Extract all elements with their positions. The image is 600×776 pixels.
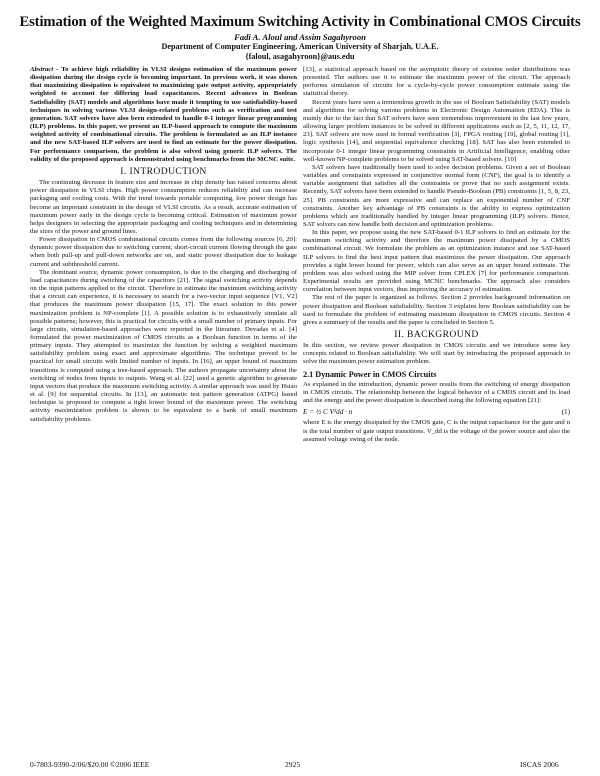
equation-text: E = ½ C V²dd · n [303, 408, 353, 417]
section-heading-background: II. BACKGROUND [394, 329, 479, 340]
footer-page-number: 2925 [285, 760, 301, 769]
paper-title: Estimation of the Weighted Maximum Switching Activity in Combinational CMOS Circuits [19, 14, 581, 30]
right-column [303, 66, 570, 444]
intro-paragraph-5: Recent years have seen a tremendous growth in the use of Boolean Satisfiability (SAT) models and algorithms for solving various problems in Electronic Design Automation (EDA). This is mainly due to the fact that SAT solvers have seen tremendous improvement in the last few years, allowing larger problem instances to be solved in different applications such as [2, 5, 11, 12, 17, 23]. SAT solvers are now used in formal verification [3], FPGA routing [19], global routing [1], logic synthesis [14], and sequential equivalence checking [18]. SAT has also been extended to incorporate 0-1 integer linear programming constraints in Artificial Intelligence, enabling other well-known NP-complete problems to be solved using SAT-based solvers. [10] [303, 98, 570, 163]
abstract-text: - To achieve high reliability in VLSI designs estimation of the maximum power dissipation during the design cycle is becoming important. In previous work, it was shown that maximizing dissipation is equivalent to maximizing gate output activity, appropriately weighted to account for differing load capacitances. Recent advances in Boolean Satisfiability (SAT) models and algorithms have made it tempting to use satisfiability-based techniques in solving various VLSI design-related problems such as verification and test generation. SAT solvers have also been extended to handle 0-1 integer linear programming (ILP) problems. In this paper, we present an ILP-based approach to compute the maximum weighted activity of combinational circuits. The problem is formulated as an ILP instance and the new SAT-based ILP solvers are used to find an estimate for the power dissipation. For performance comparison, the problem is also solved using generic ILP solvers. The validity of the proposed approach is demonstrated using benchmarks from the MCNC suite. [30, 66, 297, 163]
intro-paragraph-6: SAT solvers have traditionally been used to solve decision problems. Given a set of Boolean variables and constraints expressed in conjunctive normal form (CNF), the goal is to identify a variable assignment that satisfies all the constraints or prove that no such assignment exists. Recently, SAT solvers have been extended to handle Pseudo-Boolean (PB) constraints [1, 5, 8, 23, 25]. PB constraints are more expressive and can replace an exponential number of CNF constraints. Another key advantage of PB constraints is the ability to express optimization problems which are traditionally handled by integer linear programming (ILP) solvers. Hence, SAT solvers can now handle both decision and optimization problems. [303, 163, 570, 228]
intro-paragraph-8: The rest of the paper is organized as follows. Section 2 provides background information on power dissipation and Boolean satisfiability. Section 3 explains how Boolean satisfiability can be used to formulate the problem of estimating maximum dissipation in CMOS circuits. Section 4 gives a summary of the results and the paper is concluded in Section 5. [303, 294, 570, 326]
equation-number: (1) [561, 408, 570, 417]
intro-paragraph-3: The dominant source, dynamic power consumption, is due to the charging and discharging of load capacitances during switching of the capacitors [21]. The signal switching activity depends on the input patterns applied to the circuit. Therefore to estimate the maximum switching activity that a circuit can experience, it is necessary to search for a two-vector input sequence [V1, V2] that produces the maximum power dissipation [15, 17]. The exact solution to this power maximization problem is NP-complete [1]. A possible solution is to exhaustively simulate all possible patterns; however, this is practical for circuits with a small number of primary inputs. For large circuits, simulation-based approaches were reported in the literature. Devadas et al. [4] formulated the power maximization of CMOS circuits as a Boolean function in terms of the primary inputs. They attempted to maximize the function by solving a weighted maximum satisfiability problem using exact and approximate algorithms. The technique proved to be practical for small circuits with limited number of inputs. In [16], an upper bound of maximum transitions is computed using a tree-based approach. The authors propagate uncertainty about the switching of nodes from inputs to outputs. Wang et al. [22] used a genetic algorithm to generate input vectors that produce the maximum switching activity. A similar approach was used by Hsiao et al. [9] for sequential circuits. In [13], an automatic test pattern generation (ATPG) based technique is proposed to compute a tight lower bound of the maximum power. The switching activity maximization problem is shown to be equivalent to a bank of small maximum satisfiability problems. [30, 268, 297, 423]
footer-conference: ISCAS 2006 [520, 760, 559, 769]
intro-paragraph-2: Power dissipation in CMOS combinational circuits comes from the following sources [6, 20]: dynamic power dissipation due to switching current, short-circuit current flowing through the gate when both pull-up and pull-down networks are on, and static power dissipation due to leakage current and subthreshold current. [30, 236, 297, 268]
intro-paragraph-4: [13], a statistical approach based on the asymptotic theory of extreme order distributions was presented. The authors use it to estimate the maximum power of the circuit. The approach performs simulation of circuits for a cycle-by-cycle power consumption estimate using the statistical theory. [303, 66, 570, 98]
paper-affiliation: Department of Computer Engineering, American University of Sharjah, U.A.E. [161, 42, 439, 51]
intro-paragraph-1: The continuing decrease in feature size and increase in chip density has raised concerns about power dissipation in VLSI chips. High power consumption reduces reliability and can increase packaging and cooling costs. With the trend towards portable computing, low power design has become an important constraint in the design of VLSI circuits. As a result, accurate estimation of maximum power early in the design cycle is becoming critical. Estimation of maximum power helps designers in selecting the appropriate packaging and cooling techniques and in determining the sizes of the power and ground lines. [30, 179, 297, 235]
subsection-heading-dynamic-power: 2.1 Dynamic Power in CMOS Circuits [303, 369, 437, 379]
background-paragraph-1: In this section, we review power dissipation in CMOS circuits and we introduce some key concepts related to Boolean satisfiability. We will start by introducing the proposed approach to solve the maximum power estimation problem. [303, 342, 570, 366]
footer-isbn: 0-7803-9390-2/06/$20.00 ©2006 IEEE [30, 760, 150, 769]
left-column [30, 66, 297, 424]
background-paragraph-3: where E is the energy dissipated by the CMOS gate, C is the output capacitance for the gate and n is the total number of gate output transitions. V_dd is the voltage of the power source and also the assumed voltage swing of the node. [303, 419, 570, 443]
background-paragraph-2: As explained in the introduction, dynamic power results from the switching of energy dissipation in CMOS circuits. The relationship between the logical behavior of a CMOS circuit and its load and the energy and the power dissipation is described using the following equation [21]: [303, 380, 570, 405]
abstract-label: Abstract [30, 66, 54, 73]
section-heading-introduction: I. INTRODUCTION [120, 165, 207, 177]
paper-email: {faloul, asagahyroon}@aus.edu [245, 52, 355, 61]
intro-paragraph-7: In this paper, we propose using the new SAT-based 0-1 ILP solvers to find an estimate for the maximum switching activity and therefore the maximum power dissipated by a CMOS combinational circuit. We formulate the problem as an optimization instance and use SAT-based ILP solvers to find the best input pattern that maximizes the power dissipation. Our approach provides a tight lower bound for power, which can also serve as an upper bound estimate. The problem was also solved using the MIP solver from CPLEX [7] for performance comparison. Experimental results are provided using MCNC benchmarks. The approach also considers correlation between input vectors, thus improving the accuracy of estimation. [303, 229, 570, 294]
abstract [30, 66, 297, 164]
equation-1 [303, 408, 570, 416]
paper-authors: Fadi A. Aloul and Assim Sagahyroon [234, 32, 366, 42]
